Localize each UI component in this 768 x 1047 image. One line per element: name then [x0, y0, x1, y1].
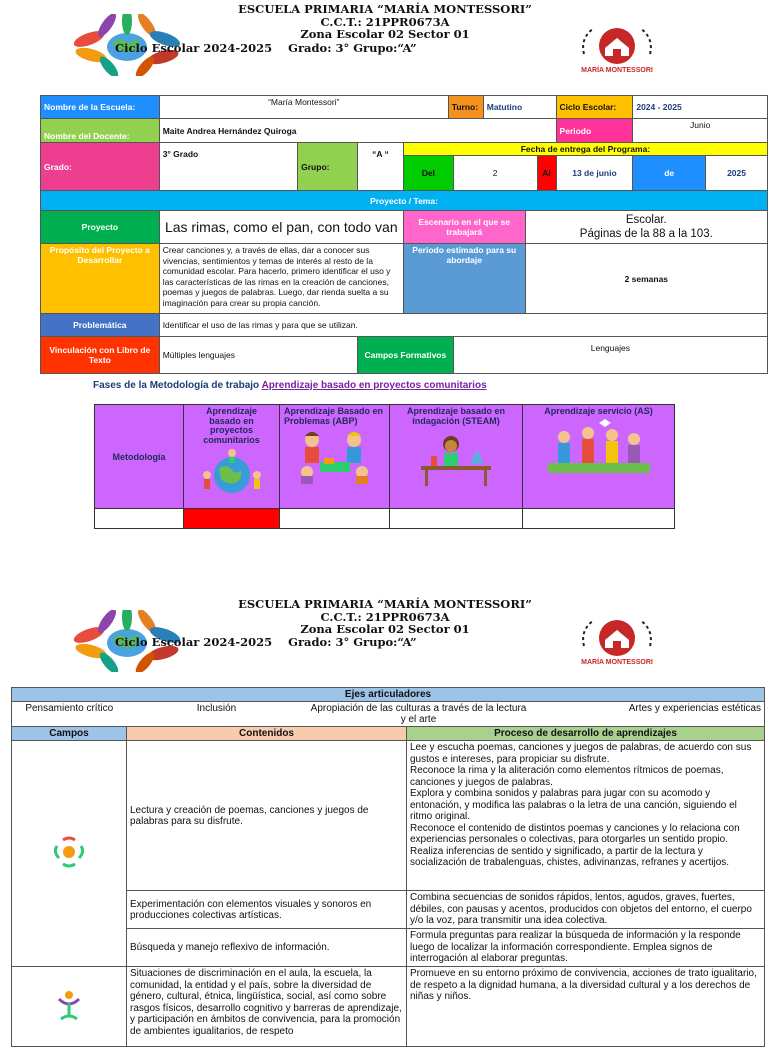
proceso-cell: Promueve en su entorno próximo de convivencia, acciones de trato igualitario, de respeto a la dignidad humana, a la diversidad cultural y a los derechos de niñas y niños.: [407, 967, 765, 1047]
proposito-value: Crear canciones y, a través de ellas, dar a conocer sus vivencias, sentimientos y temas de interés al resto de la comunidad escolar. Para hacerlo, primero identificar el uso y las características de las rimas en la creación de canciones, poemas y juegos de palabras. Luego, dar rienda suelta a su imaginación para crear su propia canción.: [159, 244, 403, 314]
turno-value: Matutino: [483, 96, 556, 119]
grade-group: Grado: 3° Grupo:“A”: [288, 41, 417, 55]
eje-item: Inclusión: [127, 702, 307, 727]
eje-item: Apropiación de las culturas a través de la lectura y el arte: [307, 702, 531, 727]
ejes-table: [11, 687, 765, 1047]
escenario-label: Escenario en el que se trabajará: [403, 211, 525, 244]
header-text: [150, 598, 620, 636]
science-kid-icon: [411, 426, 501, 488]
proceso-cell: Formula preguntas para realizar la búsqueda de información y la responde luego de localizar la información correspondiente. Emplea signos de interrogación al elaborar preguntas.: [407, 929, 765, 967]
proyecto-tema-label: Proyecto / Tema:: [41, 191, 768, 211]
metodologia-label: Metodología: [95, 405, 184, 509]
fases-line: [93, 380, 487, 391]
zona: Zona Escolar 02 Sector 01: [300, 622, 470, 636]
proyecto-value: Las rimas, como el pan, con todo van: [159, 211, 403, 244]
fases-prefix: Fases de la Metodología de trabajo: [93, 380, 260, 391]
de-label: de: [633, 156, 706, 191]
metodo-selected-cell: [184, 509, 280, 529]
campo-lenguajes-cell: [12, 741, 127, 967]
grado-label: Grado:: [41, 143, 160, 191]
header-text: [150, 3, 620, 41]
contenido-cell: Situaciones de discriminación en el aula, la escuela, la comunidad, la entidad y el país, sobre la diversidad de género, cultural, étnica, lingüística, social, así como sobre rasgos físicos, desarrollo cognitivo y barreras de aprendizaje, y participación en ámbitos de convivencia, para la promoción de ambientes igualitarios, de respeto: [127, 967, 407, 1047]
grupo-value: “A “: [358, 143, 404, 191]
del-label: Del: [403, 156, 453, 191]
fases-link[interactable]: Aprendizaje basado en proyectos comunitarios: [261, 380, 487, 391]
page2-header: [0, 596, 768, 686]
periodo-value: Junio: [633, 119, 768, 143]
campo-etica-cell: [12, 967, 127, 1047]
metodo-item-label: Aprendizaje Basado en Problemas (ABP): [284, 406, 384, 426]
school-cycle: Ciclo Escolar 2024-2025: [115, 635, 273, 649]
school-name-value: “María Montessori”: [159, 96, 448, 119]
problematica-label: Problemática: [41, 314, 160, 337]
del-value: 2: [453, 156, 537, 191]
eje-item: Pensamiento crítico: [12, 702, 127, 727]
metodo-item-label: Aprendizaje basado en indagación (STEAM): [406, 406, 506, 426]
eje-item: Artes y experiencias estéticas: [531, 702, 765, 727]
turno-label: Turno:: [448, 96, 483, 119]
grupo-label: Grupo:: [298, 143, 358, 191]
periodo-estimado-value: 2 semanas: [525, 244, 767, 314]
proceso-cell: Combina secuencias de sonidos rápidos, lentos, agudos, graves, fuertes, débiles, con pausas y acentos, producidos con objetos del entorno, el cuerpo y/o la voz, para transmitir una idea colectiva.: [407, 891, 765, 929]
proposito-label: Propósito del Proyecto a Desarrollar: [41, 244, 160, 314]
grado-value: 3° Grado: [159, 143, 297, 191]
docente-value: Maite Andrea Hernández Quiroga: [159, 119, 556, 143]
metodo-item-abpc: [184, 405, 280, 509]
campos-label: Campos Formativos: [358, 337, 454, 374]
school-logo-icon: [572, 612, 662, 672]
vinculacion-value: Múltiples lenguajes: [159, 337, 357, 374]
fecha-label: Fecha de entrega del Programa:: [403, 143, 767, 156]
grade-group: Grado: 3° Grupo:“A”: [288, 635, 417, 649]
page1-header: [0, 0, 768, 90]
cycle-grade: [115, 635, 417, 649]
lenguajes-icon: [49, 832, 89, 872]
metodologia-table: [94, 404, 675, 529]
logo-text: MARÍA MONTESSORI: [581, 67, 653, 74]
campos-value: Lenguajes: [453, 337, 767, 374]
col-contenidos: Contenidos: [127, 727, 407, 741]
col-proceso: Proceso de desarrollo de aprendizajes: [407, 727, 765, 741]
community-service-icon: [544, 417, 654, 479]
school-name-label: Nombre de la Escuela:: [41, 96, 160, 119]
ciclo-label: Ciclo Escolar:: [556, 96, 633, 119]
school-name: ESCUELA PRIMARIA “MARÍA MONTESSORI”: [238, 2, 532, 16]
school-logo-icon: [572, 20, 662, 80]
periodo-estimado-label: Periodo estimado para su abordaje: [403, 244, 525, 314]
col-campos: Campos: [12, 727, 127, 741]
globe-children-icon: [197, 445, 267, 497]
metodo-empty-cell: [95, 509, 184, 529]
metodo-item-label: Aprendizaje servicio (AS): [544, 406, 653, 416]
etica-icon: [49, 985, 89, 1025]
school-cycle: Ciclo Escolar 2024-2025: [115, 41, 273, 55]
contenido-cell: Búsqueda y manejo reflexivo de información.: [127, 929, 407, 967]
metodo-empty-cell: [523, 509, 675, 529]
cycle-grade: [115, 41, 417, 55]
docente-label: Nombre del Docente:: [41, 119, 160, 143]
al-label: Al: [537, 156, 556, 191]
contenido-cell: Experimentación con elementos visuales y sonoros en producciones colectivas artísticas.: [127, 891, 407, 929]
anio-value: 2025: [706, 156, 768, 191]
al-value: 13 de junio: [556, 156, 633, 191]
escenario-value: Escolar. Páginas de la 88 a la 103.: [525, 211, 767, 244]
school-name: ESCUELA PRIMARIA “MARÍA MONTESSORI”: [238, 597, 532, 611]
ejes-title: Ejes articuladores: [12, 688, 765, 702]
logo-text: MARÍA MONTESSORI: [581, 659, 653, 666]
program-info-table: [40, 95, 768, 374]
periodo-label: Periodo: [556, 119, 633, 143]
zona: Zona Escolar 02 Sector 01: [300, 27, 470, 41]
contenido-cell: Lectura y creación de poemas, canciones y juegos de palabras para su disfrute.: [127, 741, 407, 891]
cct: C.C.T.: 21PPR0673A: [320, 609, 450, 624]
metodo-item-steam: [390, 405, 523, 509]
metodo-item-abp: [280, 405, 390, 509]
metodo-item-as: [523, 405, 675, 509]
vinculacion-label: Vinculación con Libro de Texto: [41, 337, 160, 374]
proceso-cell: Lee y escucha poemas, canciones y juegos de palabras, de acuerdo con sus gustos e intereses, para propiciar su disfrute. Reconoce la rima y la aliteración como elementos rítmicos de poemas, canciones y juegos de palabras. Explora y combina sonidos y palabras para jugar con su acomodo y entonación, y modifica las palabras o la letra de una canción, siguiendo el ritmo original. Reconoce el contenido de distintos poemas y canciones y lo relaciona con experiencias personales o colectivas, para otorgarles un sentido propio. Realiza inferencias de sentido y significado, a partir de la lectura y socialización de trabalenguas, chistes, adivinanzas, refranes y acertijos.: [407, 741, 765, 891]
proyecto-label: Proyecto: [41, 211, 160, 244]
problematica-value: Identificar el uso de las rimas y para que se utilizan.: [159, 314, 767, 337]
kids-puzzle-icon: [292, 426, 378, 484]
metodo-empty-cell: [390, 509, 523, 529]
metodo-item-label: Aprendizaje basado en proyectos comunitarios: [203, 406, 260, 445]
ciclo-value: 2024 - 2025: [633, 96, 768, 119]
cct: C.C.T.: 21PPR0673A: [320, 14, 450, 29]
metodo-empty-cell: [280, 509, 390, 529]
